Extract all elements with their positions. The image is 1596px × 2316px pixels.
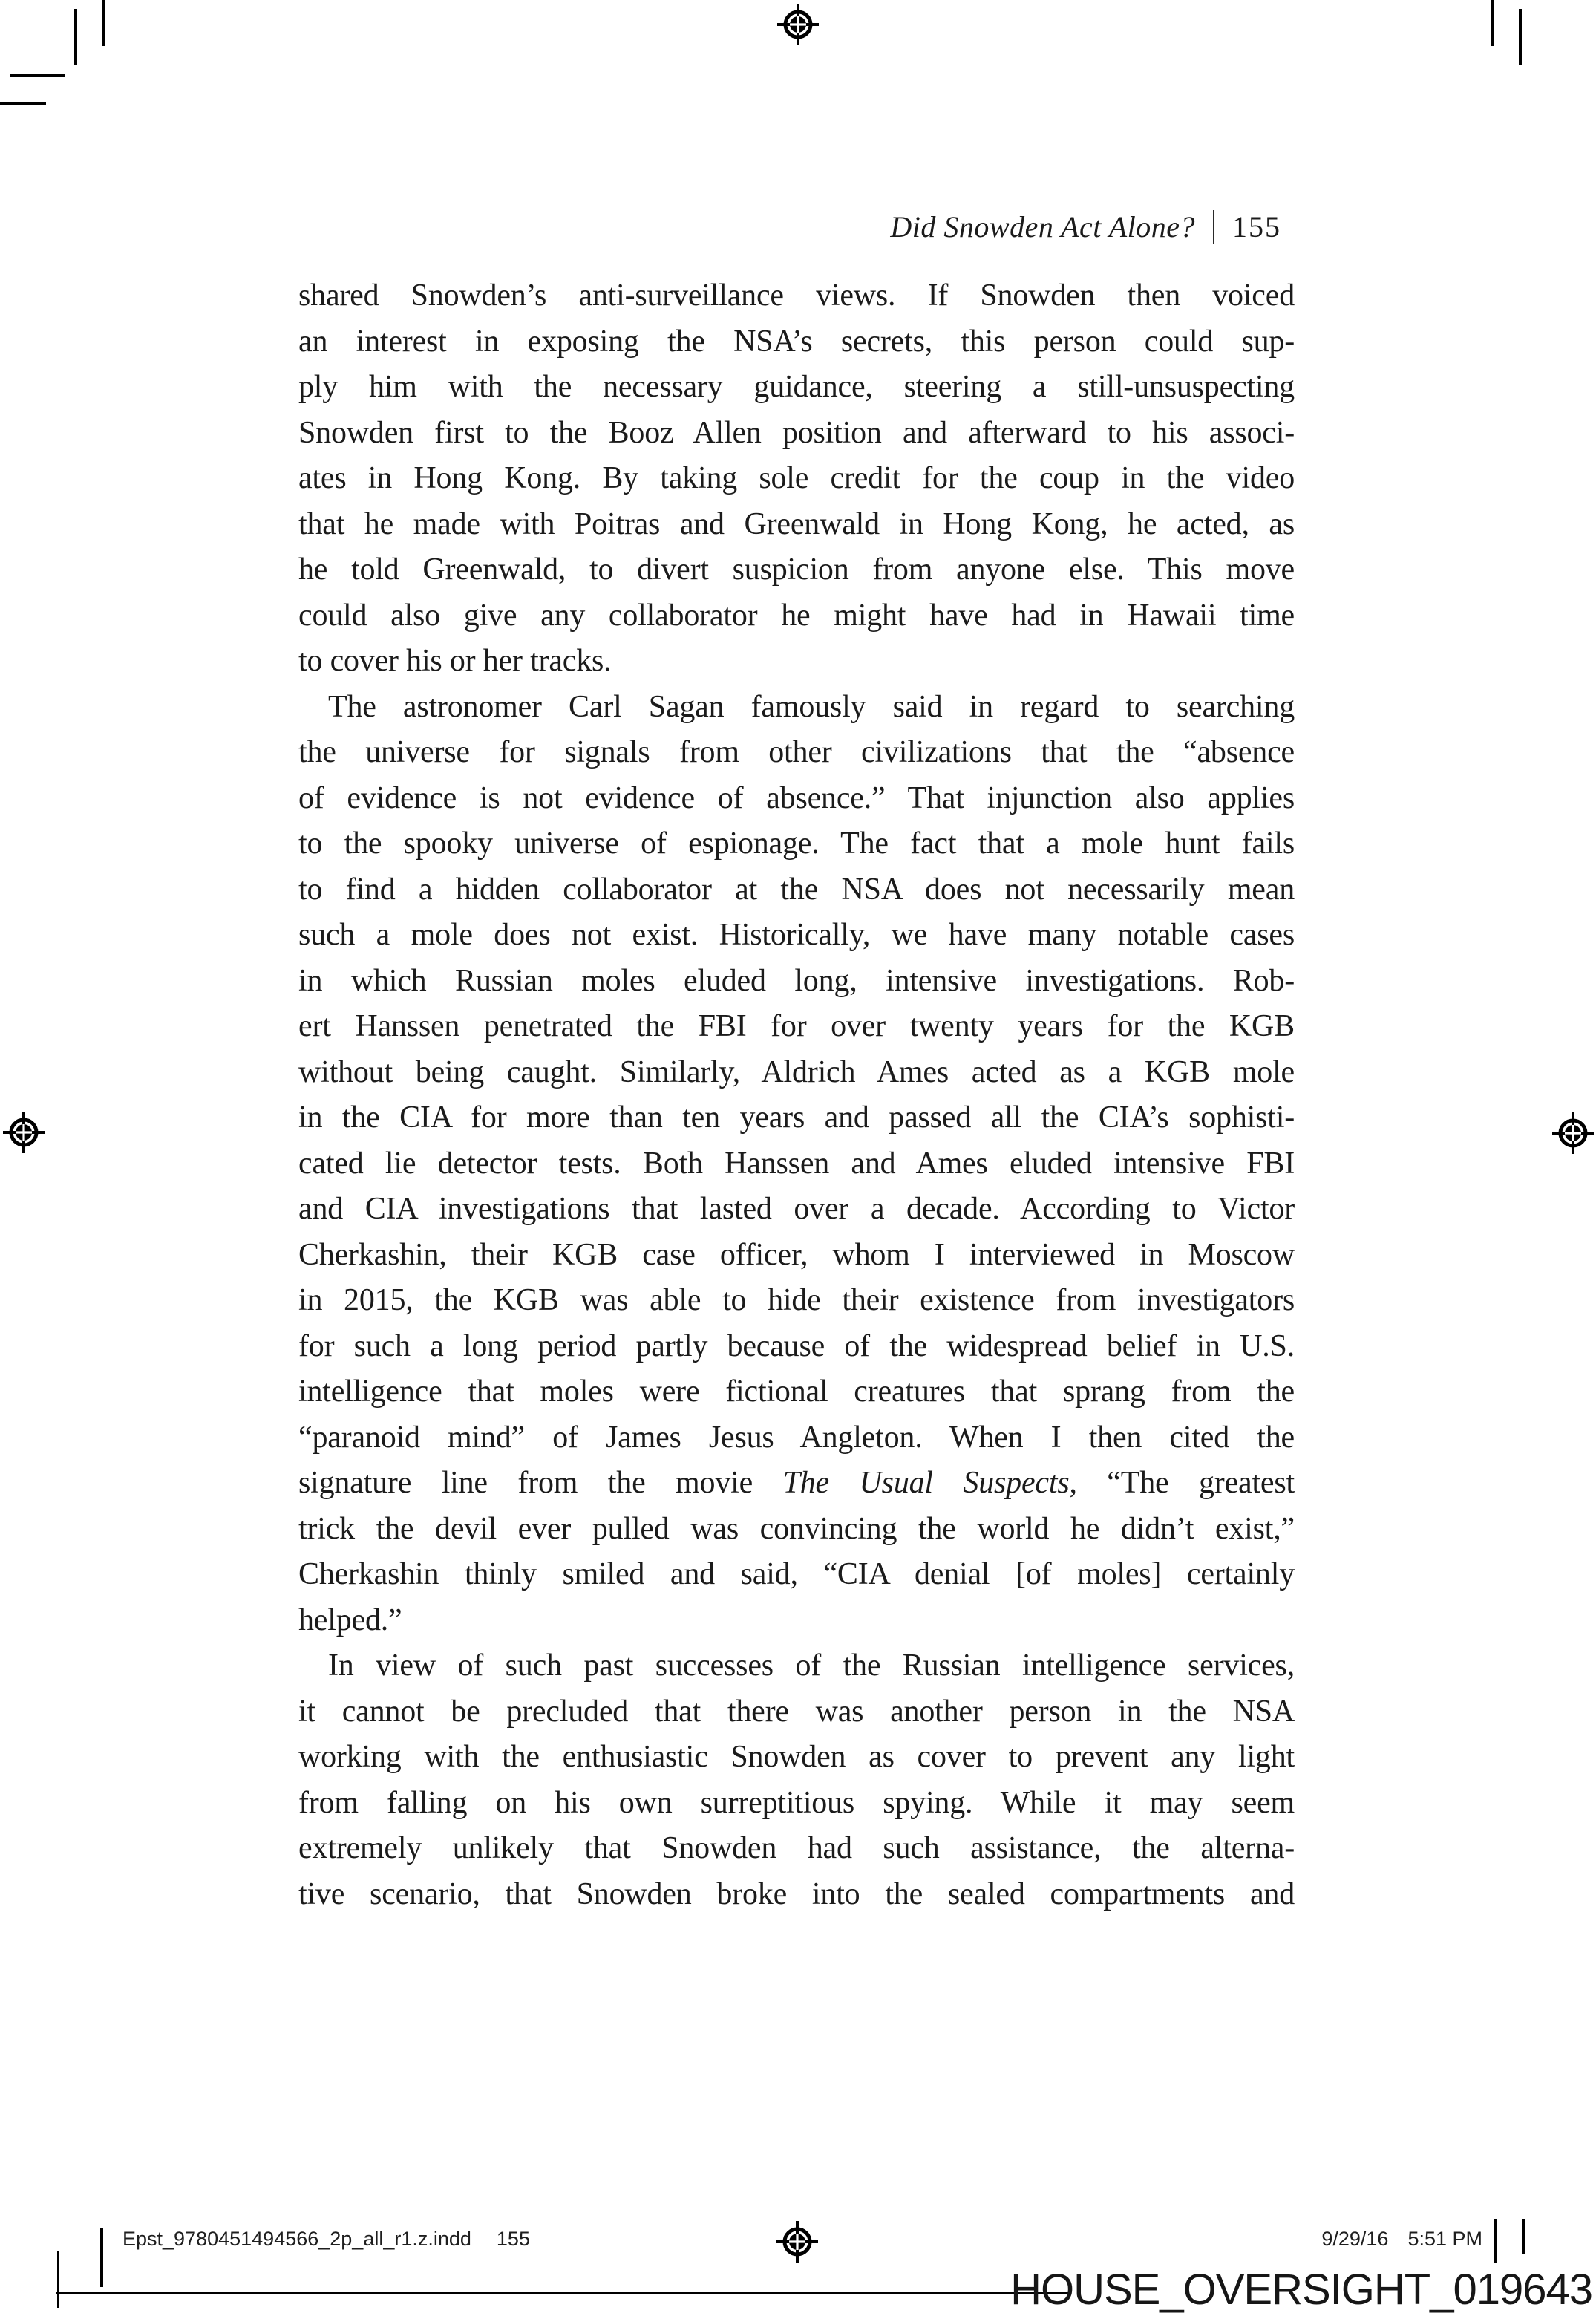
text-line: The astronomer Carl Sagan famously said in regard to searching [328, 689, 1295, 724]
text-line: tive scenario, that Snowden broke into the sealed compartments and [298, 1876, 1295, 1911]
text-line: in which Russian moles eluded long, intensive investigations. Rob- [298, 963, 1295, 998]
registration-target-icon-bottom [776, 2221, 818, 2263]
text-line: it cannot be precluded that there was another person in the NSA [298, 1694, 1295, 1729]
text-line: helped.” [298, 1602, 402, 1637]
text-line: the universe for signals from other civilizations that the “absence [298, 735, 1295, 769]
text-line: working with the enthusiastic Snowden as cover to prevent any light [298, 1740, 1295, 1774]
page-edge-line [56, 2292, 1069, 2294]
page-number: 155 [1232, 210, 1281, 244]
text-line: ply him with the necessary guidance, steering a still-unsuspecting [298, 370, 1295, 404]
footer-time: 5:51 PM [1407, 2228, 1482, 2250]
text-line: In view of such past successes of the Russian intelligence services, [328, 1648, 1295, 1683]
text-line: from falling on his own surreptitious spying. While it may seem [298, 1785, 1295, 1820]
text-line: extremely unlikely that Snowden had such assistance, the alterna- [298, 1831, 1295, 1865]
text-line: ates in Hong Kong. By taking sole credit for the coup in the video [298, 461, 1295, 495]
oversight-stamp: HOUSE_OVERSIGHT_019643 [1010, 2266, 1592, 2314]
crop-mark [10, 74, 65, 77]
text-line: shared Snowden’s anti-surveillance views. If Snowden then voiced [298, 278, 1295, 313]
text-line: and CIA investigations that lasted over a decade. According to Victor [298, 1192, 1295, 1226]
text-line: he told Greenwald, to divert suspicion from anyone else. This move [298, 552, 1295, 587]
crop-mark [1494, 2219, 1497, 2263]
text-line: such a mole does not exist. Historically, we have many notable cases [298, 918, 1295, 952]
crop-mark [100, 2228, 103, 2287]
body-text [298, 273, 1295, 1917]
text-line: cated lie detector tests. Both Hanssen and Ames eluded intensive FBI [298, 1146, 1295, 1181]
crop-mark [57, 2251, 59, 2308]
registration-target-icon-top [777, 4, 819, 45]
text-line: an interest in exposing the NSA’s secrets, this person could sup- [298, 324, 1295, 359]
text-line: to find a hidden collaborator at the NSA does not necessarily mean [298, 872, 1295, 907]
registration-target-icon-right [1552, 1112, 1594, 1154]
text-line: signature line from the movie The Usual Suspects, “The greatest [298, 1466, 1295, 1500]
text-line: Cherkashin, their KGB case officer, whom I interviewed in Moscow [298, 1237, 1295, 1272]
footer-page-number: 155 [496, 2228, 530, 2250]
text-line: without being caught. Similarly, Aldrich Ames acted as a KGB mole [298, 1054, 1295, 1089]
crop-mark [1522, 2219, 1525, 2254]
crop-mark [102, 0, 105, 46]
text-line: in 2015, the KGB was able to hide their existence from investigators [298, 1283, 1295, 1317]
text-line: Cherkashin thinly smiled and said, “CIA denial [of moles] certainly [298, 1557, 1295, 1591]
text-line: in the CIA for more than ten years and passed all the CIA’s sophisti- [298, 1100, 1295, 1135]
footer-slug [122, 2228, 530, 2251]
crop-mark [1519, 9, 1522, 65]
registration-target-icon-left [3, 1112, 45, 1153]
footer-filename: Epst_9780451494566_2p_all_r1.z.indd [122, 2228, 471, 2250]
text-line: trick the devil ever pulled was convincing the world he didn’t exist,” [298, 1511, 1295, 1546]
footer-datetime [1321, 2228, 1482, 2251]
crop-mark [74, 9, 77, 65]
text-line: “paranoid mind” of James Jesus Angleton. When I then cited the [298, 1420, 1295, 1455]
crop-mark [1491, 0, 1494, 46]
text-line: Snowden first to the Booz Allen position and afterward to his associ- [298, 415, 1295, 450]
text-line: to cover his or her tracks. [298, 644, 612, 678]
italic-title: The Usual Suspects [782, 1466, 1070, 1500]
text-line: ert Hanssen penetrated the FBI for over twenty years for the KGB [298, 1009, 1295, 1043]
text-line: could also give any collaborator he might have had in Hawaii time [298, 598, 1295, 633]
running-header [890, 209, 1281, 244]
header-separator [1213, 210, 1214, 244]
text-line: intelligence that moles were fictional creatures that sprang from the [298, 1374, 1295, 1409]
text-line: of evidence is not evidence of absence.” That injunction also applies [298, 780, 1295, 815]
crop-mark [0, 102, 46, 105]
footer-date: 9/29/16 [1321, 2228, 1389, 2250]
text-line: for such a long period partly because of the widespread belief in U.S. [298, 1328, 1295, 1363]
text-line: to the spooky universe of espionage. The fact that a mole hunt fails [298, 826, 1295, 861]
text-line: that he made with Poitras and Greenwald in Hong Kong, he acted, as [298, 506, 1295, 541]
running-title: Did Snowden Act Alone? [890, 210, 1195, 244]
